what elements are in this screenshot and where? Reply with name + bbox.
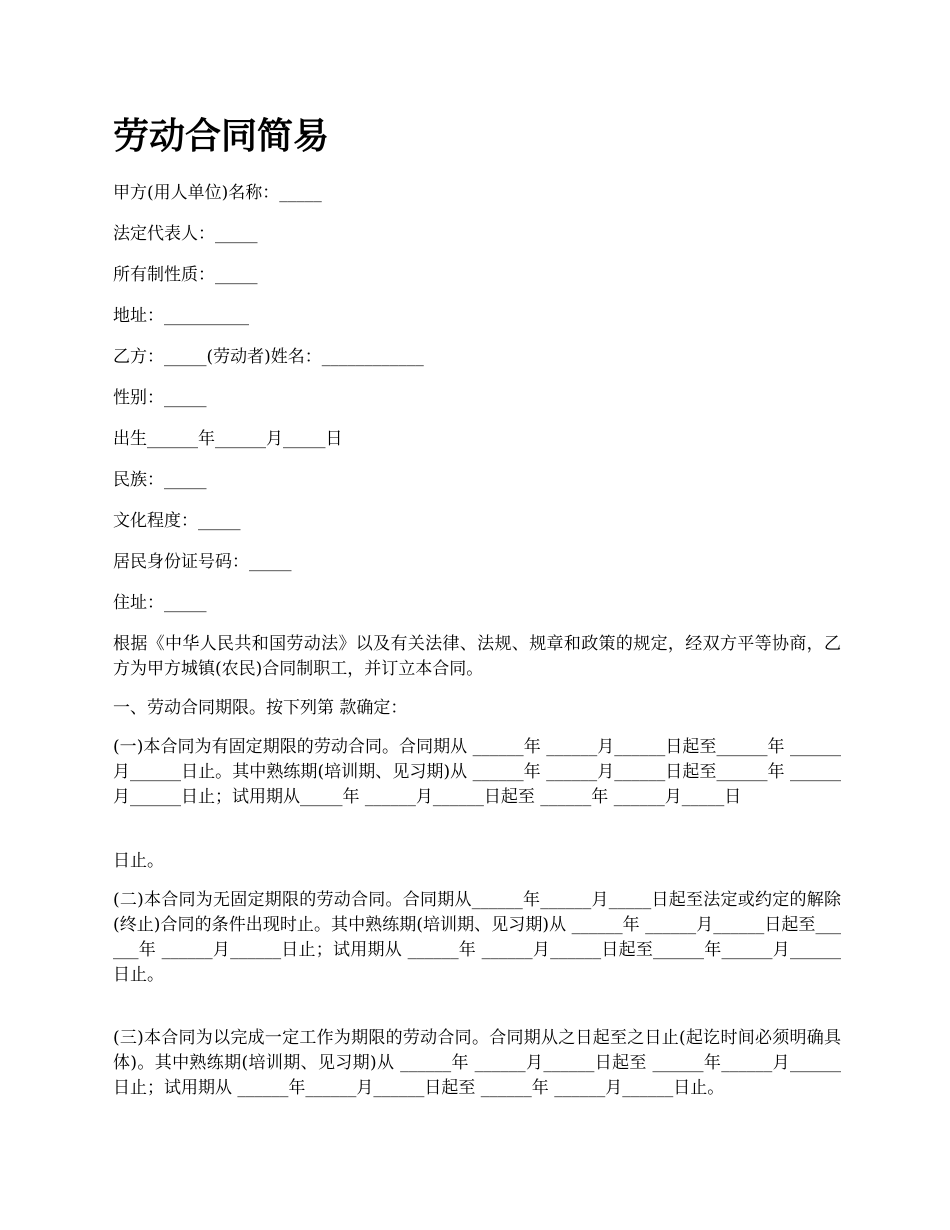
clause-open-ended: (二)本合同为无固定期限的劳动合同。合同期从______年______月_____日起至法定或约定的解除(终止)合同的条件出现时止。其中熟练期(培训期、见习期)从 ______年 ______月______日起至______年 ______月______日止；试用期从 ______年 ______月______日起至______年______月______日止。 — [113, 890, 841, 985]
gender-field: 性别：_____ — [113, 388, 207, 408]
legal-representative-field: 法定代表人：_____ — [113, 224, 258, 244]
employer-name-field: 甲方(用人单位)名称：_____ — [113, 183, 322, 203]
section-one-heading: 一、劳动合同期限。按下列第 款确定： — [113, 698, 408, 718]
education-level-field: 文化程度：_____ — [113, 511, 241, 531]
id-number-field: 居民身份证号码：_____ — [113, 552, 292, 572]
employee-name-field: 乙方：_____(劳动者)姓名：____________ — [113, 347, 424, 367]
clause-fixed-term: (一)本合同为有固定期限的劳动合同。合同期从 ______年 ______月______日起至______年 ______月______日止。其中熟练期(培训期、见习期)从 ______年 ______月______日起至______年 ______月______日止；试用期从_____年 ______月______日起至 ______年 ______月_____日 — [113, 737, 841, 807]
birth-date-field: 出生______年______月_____日 — [113, 429, 343, 449]
employee-address-field: 住址：_____ — [113, 593, 207, 613]
ownership-type-field: 所有制性质：_____ — [113, 265, 258, 285]
document-title: 劳动合同简易 — [113, 115, 330, 157]
clause-fixed-term-end: 日止。 — [113, 851, 164, 871]
preamble-paragraph: 根据《中华人民共和国劳动法》以及有关法律、法规、规章和政策的规定，经双方平等协商，乙方为甲方城镇(农民)合同制职工，并订立本合同。 — [113, 634, 841, 679]
employer-address-field: 地址：__________ — [113, 306, 249, 326]
clause-task-based: (三)本合同为以完成一定工作为期限的劳动合同。合同期从之日起至之日止(起讫时间必须明确具体)。其中熟练期(培训期、见习期)从 ______年 ______月______日起至 ______年______月______日止；试用期从 ______年______月______日起至 ______年 ______月______日止。 — [113, 1028, 841, 1098]
ethnicity-field: 民族：_____ — [113, 470, 207, 490]
